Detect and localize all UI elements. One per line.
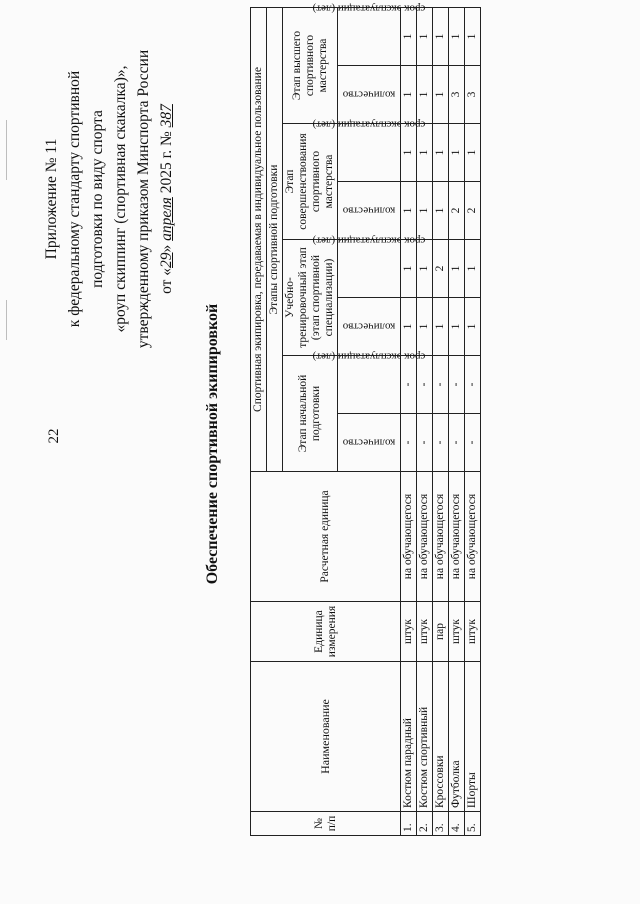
page-number: 22 — [46, 428, 62, 444]
header-term: срок эксплуатации (лет) — [338, 240, 401, 298]
handwritten-day: 29 — [158, 252, 175, 268]
appendix-line: «роуп скиппинг (спортивная скакалка)», — [112, 65, 129, 333]
table-row: 2. Костюм спортивный штук на обучающегося - - 1 1 1 1 1 1 — [417, 7, 433, 835]
appendix-line: Приложение № 11 — [43, 138, 60, 260]
header-stage: Этап начальной подготовки — [283, 356, 338, 472]
appendix-line: к федеральному стандарту спортивной — [66, 70, 83, 328]
equipment-table — [250, 2, 481, 836]
header-qty: количество — [338, 182, 401, 240]
appendix-header — [40, 14, 178, 384]
header-group-top: Спортивная экипировка, передаваемая в индивидуальное пользование — [251, 7, 267, 471]
header-term: срок эксплуатации (лет) — [338, 356, 401, 414]
header-term: срок эксплуатации (лет) — [338, 7, 401, 65]
appendix-date-line: от «29» апреля 2025 г. № 387 — [158, 104, 175, 294]
header-name: Наименование — [251, 662, 401, 812]
header-stage: Этап высшего спортивного мастерства — [283, 7, 338, 123]
header-unit: Единица измерения — [251, 602, 401, 662]
header-group-stages: Этапы спортивной подготовки — [267, 7, 283, 471]
header-calc: Расчетная единица — [251, 472, 401, 602]
header-term: срок эксплуатации (лет) — [338, 124, 401, 182]
table-row: 4. Футболка штук на обучающегося - - 1 1 2 1 3 1 — [449, 7, 465, 835]
appendix-line: утвержденному приказом Минспорта России — [135, 49, 152, 349]
appendix-line: подготовки по виду спорта — [89, 110, 106, 288]
document-title: Обеспечение спортивной экипировкой — [204, 303, 221, 585]
table-row: 5. Шорты штук на обучающегося - - 1 1 2 1 3 1 — [465, 7, 481, 835]
table-row: 1. Костюм парадный штук на обучающегося - - 1 1 1 1 1 1 — [401, 7, 417, 835]
header-num: № п/п — [251, 812, 401, 836]
header-qty: количество — [338, 298, 401, 356]
header-qty: количество — [338, 66, 401, 124]
header-stage: Этап совершенствования спортивного мастерства — [283, 124, 338, 240]
header-stage: Учебно-тренировочный этап (этап спортивной специализации) — [283, 240, 338, 356]
table-row: 3. Кроссовки пар на обучающегося - - 1 2 1 1 1 1 — [433, 7, 449, 835]
header-qty: количество — [338, 414, 401, 472]
handwritten-month: апреля — [158, 197, 175, 241]
handwritten-order-number: 387 — [158, 104, 175, 128]
